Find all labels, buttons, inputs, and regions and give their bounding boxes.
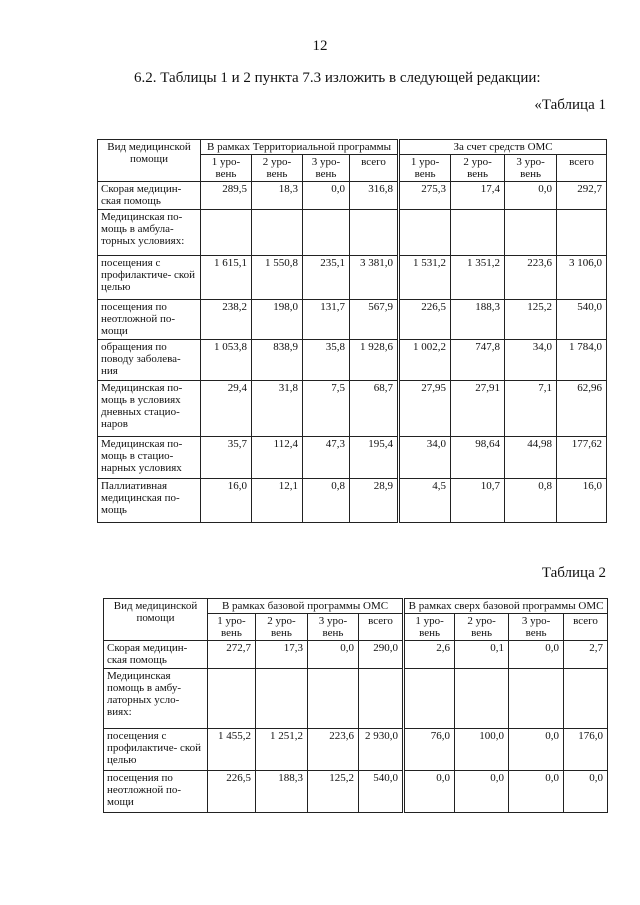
table-cell: 44,98 [505, 437, 557, 479]
table-cell: 34,0 [399, 437, 451, 479]
table-cell: 275,3 [399, 182, 451, 210]
table2-level-header: всего [564, 614, 608, 641]
table-cell: 112,4 [252, 437, 303, 479]
table2-level-header: 2 уро- вень [455, 614, 509, 641]
table-cell [451, 210, 505, 256]
table-cell: 35,8 [303, 340, 350, 381]
row-label: посещения с профилактиче- ской целью [104, 729, 208, 771]
table-cell: 0,0 [455, 771, 509, 813]
table2-level-header: всего [359, 614, 404, 641]
table-cell [201, 210, 252, 256]
row-label: посещения по неотложной по- мощи [104, 771, 208, 813]
table-cell: 29,4 [201, 381, 252, 437]
table-cell: 195,4 [350, 437, 399, 479]
table-cell: 747,8 [451, 340, 505, 381]
table-row [104, 771, 608, 813]
table2-level-header: 1 уро- вень [404, 614, 455, 641]
table1-caption: «Таблица 1 [534, 97, 606, 113]
table1-level-header: всего [350, 155, 399, 182]
table1-level-header: 2 уро- вень [252, 155, 303, 182]
table-cell: 238,2 [201, 300, 252, 340]
table-cell: 272,7 [208, 641, 256, 669]
table-cell: 47,3 [303, 437, 350, 479]
table-cell [564, 669, 608, 729]
table-cell: 76,0 [404, 729, 455, 771]
table-row [104, 641, 608, 669]
table-cell: 125,2 [308, 771, 359, 813]
table-row [98, 210, 607, 256]
table-cell: 1 053,8 [201, 340, 252, 381]
table-cell: 0,0 [509, 641, 564, 669]
table-cell: 0,0 [404, 771, 455, 813]
table-cell: 131,7 [303, 300, 350, 340]
table-cell: 0,8 [303, 479, 350, 523]
table-cell: 2,6 [404, 641, 455, 669]
table-cell: 226,5 [399, 300, 451, 340]
row-label: Паллиативная медицинская по- мощь [98, 479, 201, 523]
table-cell [303, 210, 350, 256]
table-cell: 567,9 [350, 300, 399, 340]
table2-level-header: 1 уро- вень [208, 614, 256, 641]
table-row [98, 182, 607, 210]
table-cell: 1 455,2 [208, 729, 256, 771]
table-cell [404, 669, 455, 729]
table1-group-oms: За счет средств ОМС [399, 140, 607, 155]
table-cell [350, 210, 399, 256]
table2-col-header: Вид медицинской помощи [104, 599, 208, 641]
table1-level-header: всего [557, 155, 607, 182]
table-cell [557, 210, 607, 256]
table-cell: 188,3 [451, 300, 505, 340]
row-label: Скорая медицин- ская помощь [104, 641, 208, 669]
table1-level-header: 3 уро- вень [505, 155, 557, 182]
table-cell: 235,1 [303, 256, 350, 300]
table-cell: 0,0 [509, 771, 564, 813]
table1 [97, 139, 607, 523]
table1-level-header: 3 уро- вень [303, 155, 350, 182]
table-cell [505, 210, 557, 256]
table2-group-basic: В рамках базовой программы ОМС [208, 599, 404, 614]
table-cell: 176,0 [564, 729, 608, 771]
table-row [98, 479, 607, 523]
row-label: Медицинская помощь в амбу- латорных усло- виях: [104, 669, 208, 729]
table-cell: 125,2 [505, 300, 557, 340]
table-cell: 62,96 [557, 381, 607, 437]
table-cell: 3 381,0 [350, 256, 399, 300]
table-cell: 31,8 [252, 381, 303, 437]
table-cell: 1 550,8 [252, 256, 303, 300]
table-cell: 1 251,2 [256, 729, 308, 771]
table-cell: 16,0 [201, 479, 252, 523]
table2-group-above-basic: В рамках сверх базовой программы ОМС [404, 599, 608, 614]
row-label: посещения по неотложной по- мощи [98, 300, 201, 340]
table-cell: 292,7 [557, 182, 607, 210]
table-cell: 10,7 [451, 479, 505, 523]
table-row [104, 669, 608, 729]
table-cell: 2 930,0 [359, 729, 404, 771]
table1-level-header: 1 уро- вень [399, 155, 451, 182]
table-cell: 27,95 [399, 381, 451, 437]
table-cell: 100,0 [455, 729, 509, 771]
table-cell: 838,9 [252, 340, 303, 381]
table2-level-header: 3 уро- вень [509, 614, 564, 641]
table-cell: 177,62 [557, 437, 607, 479]
table-cell: 17,4 [451, 182, 505, 210]
table-cell: 1 928,6 [350, 340, 399, 381]
table-cell: 223,6 [505, 256, 557, 300]
table-cell: 3 106,0 [557, 256, 607, 300]
table-cell: 0,0 [505, 182, 557, 210]
table1-level-header: 1 уро- вень [201, 155, 252, 182]
table-cell: 7,5 [303, 381, 350, 437]
table-cell: 540,0 [359, 771, 404, 813]
table-cell: 223,6 [308, 729, 359, 771]
table-cell: 0,0 [564, 771, 608, 813]
table-cell [509, 669, 564, 729]
table-cell: 34,0 [505, 340, 557, 381]
row-label: посещения с профилактиче- ской целью [98, 256, 201, 300]
table-cell: 0,8 [505, 479, 557, 523]
table-row [98, 256, 607, 300]
table-cell: 18,3 [252, 182, 303, 210]
table-cell: 1 615,1 [201, 256, 252, 300]
row-label: обращения по поводу заболева- ния [98, 340, 201, 381]
row-label: Медицинская по- мощь в условиях дневных стацио- наров [98, 381, 201, 437]
table-cell: 0,0 [303, 182, 350, 210]
table-cell: 198,0 [252, 300, 303, 340]
table-cell: 188,3 [256, 771, 308, 813]
table-row [98, 300, 607, 340]
table2-caption: Таблица 2 [541, 565, 606, 581]
table-cell: 1 002,2 [399, 340, 451, 381]
table-cell [308, 669, 359, 729]
table-cell: 1 784,0 [557, 340, 607, 381]
table-cell: 4,5 [399, 479, 451, 523]
table-cell: 12,1 [252, 479, 303, 523]
table2-level-header: 2 уро- вень [256, 614, 308, 641]
table-row [98, 437, 607, 479]
table-row [104, 729, 608, 771]
table2-level-header: 3 уро- вень [308, 614, 359, 641]
table-cell: 316,8 [350, 182, 399, 210]
table-cell [359, 669, 404, 729]
table-cell: 27,91 [451, 381, 505, 437]
table-cell: 28,9 [350, 479, 399, 523]
table2 [103, 598, 608, 813]
table-cell: 17,3 [256, 641, 308, 669]
table-cell: 540,0 [557, 300, 607, 340]
table-cell: 290,0 [359, 641, 404, 669]
table-cell: 1 351,2 [451, 256, 505, 300]
table-cell: 35,7 [201, 437, 252, 479]
table-row [98, 340, 607, 381]
table-cell: 2,7 [564, 641, 608, 669]
page-number: 12 [312, 38, 328, 54]
table-cell [455, 669, 509, 729]
section-heading: 6.2. Таблицы 1 и 2 пункта 7.3 изложить в следующей редакции: [134, 70, 541, 86]
table1-group-territorial: В рамках Территориальной программы [201, 140, 399, 155]
table-cell: 68,7 [350, 381, 399, 437]
table-cell [208, 669, 256, 729]
table-cell: 16,0 [557, 479, 607, 523]
table-row [98, 381, 607, 437]
table1-level-header: 2 уро- вень [451, 155, 505, 182]
table-cell: 0,0 [509, 729, 564, 771]
table-cell: 0,0 [308, 641, 359, 669]
table-cell: 7,1 [505, 381, 557, 437]
table-cell: 0,1 [455, 641, 509, 669]
row-label: Скорая медицин- ская помощь [98, 182, 201, 210]
table1-col-header: Вид медицинской помощи [98, 140, 201, 182]
table-cell: 289,5 [201, 182, 252, 210]
table-cell: 1 531,2 [399, 256, 451, 300]
table-cell [256, 669, 308, 729]
row-label: Медицинская по- мощь в стацио- нарных условиях [98, 437, 201, 479]
row-label: Медицинская по- мощь в амбула- торных условиях: [98, 210, 201, 256]
table-cell [399, 210, 451, 256]
table-cell [252, 210, 303, 256]
table-cell: 226,5 [208, 771, 256, 813]
table-cell: 98,64 [451, 437, 505, 479]
